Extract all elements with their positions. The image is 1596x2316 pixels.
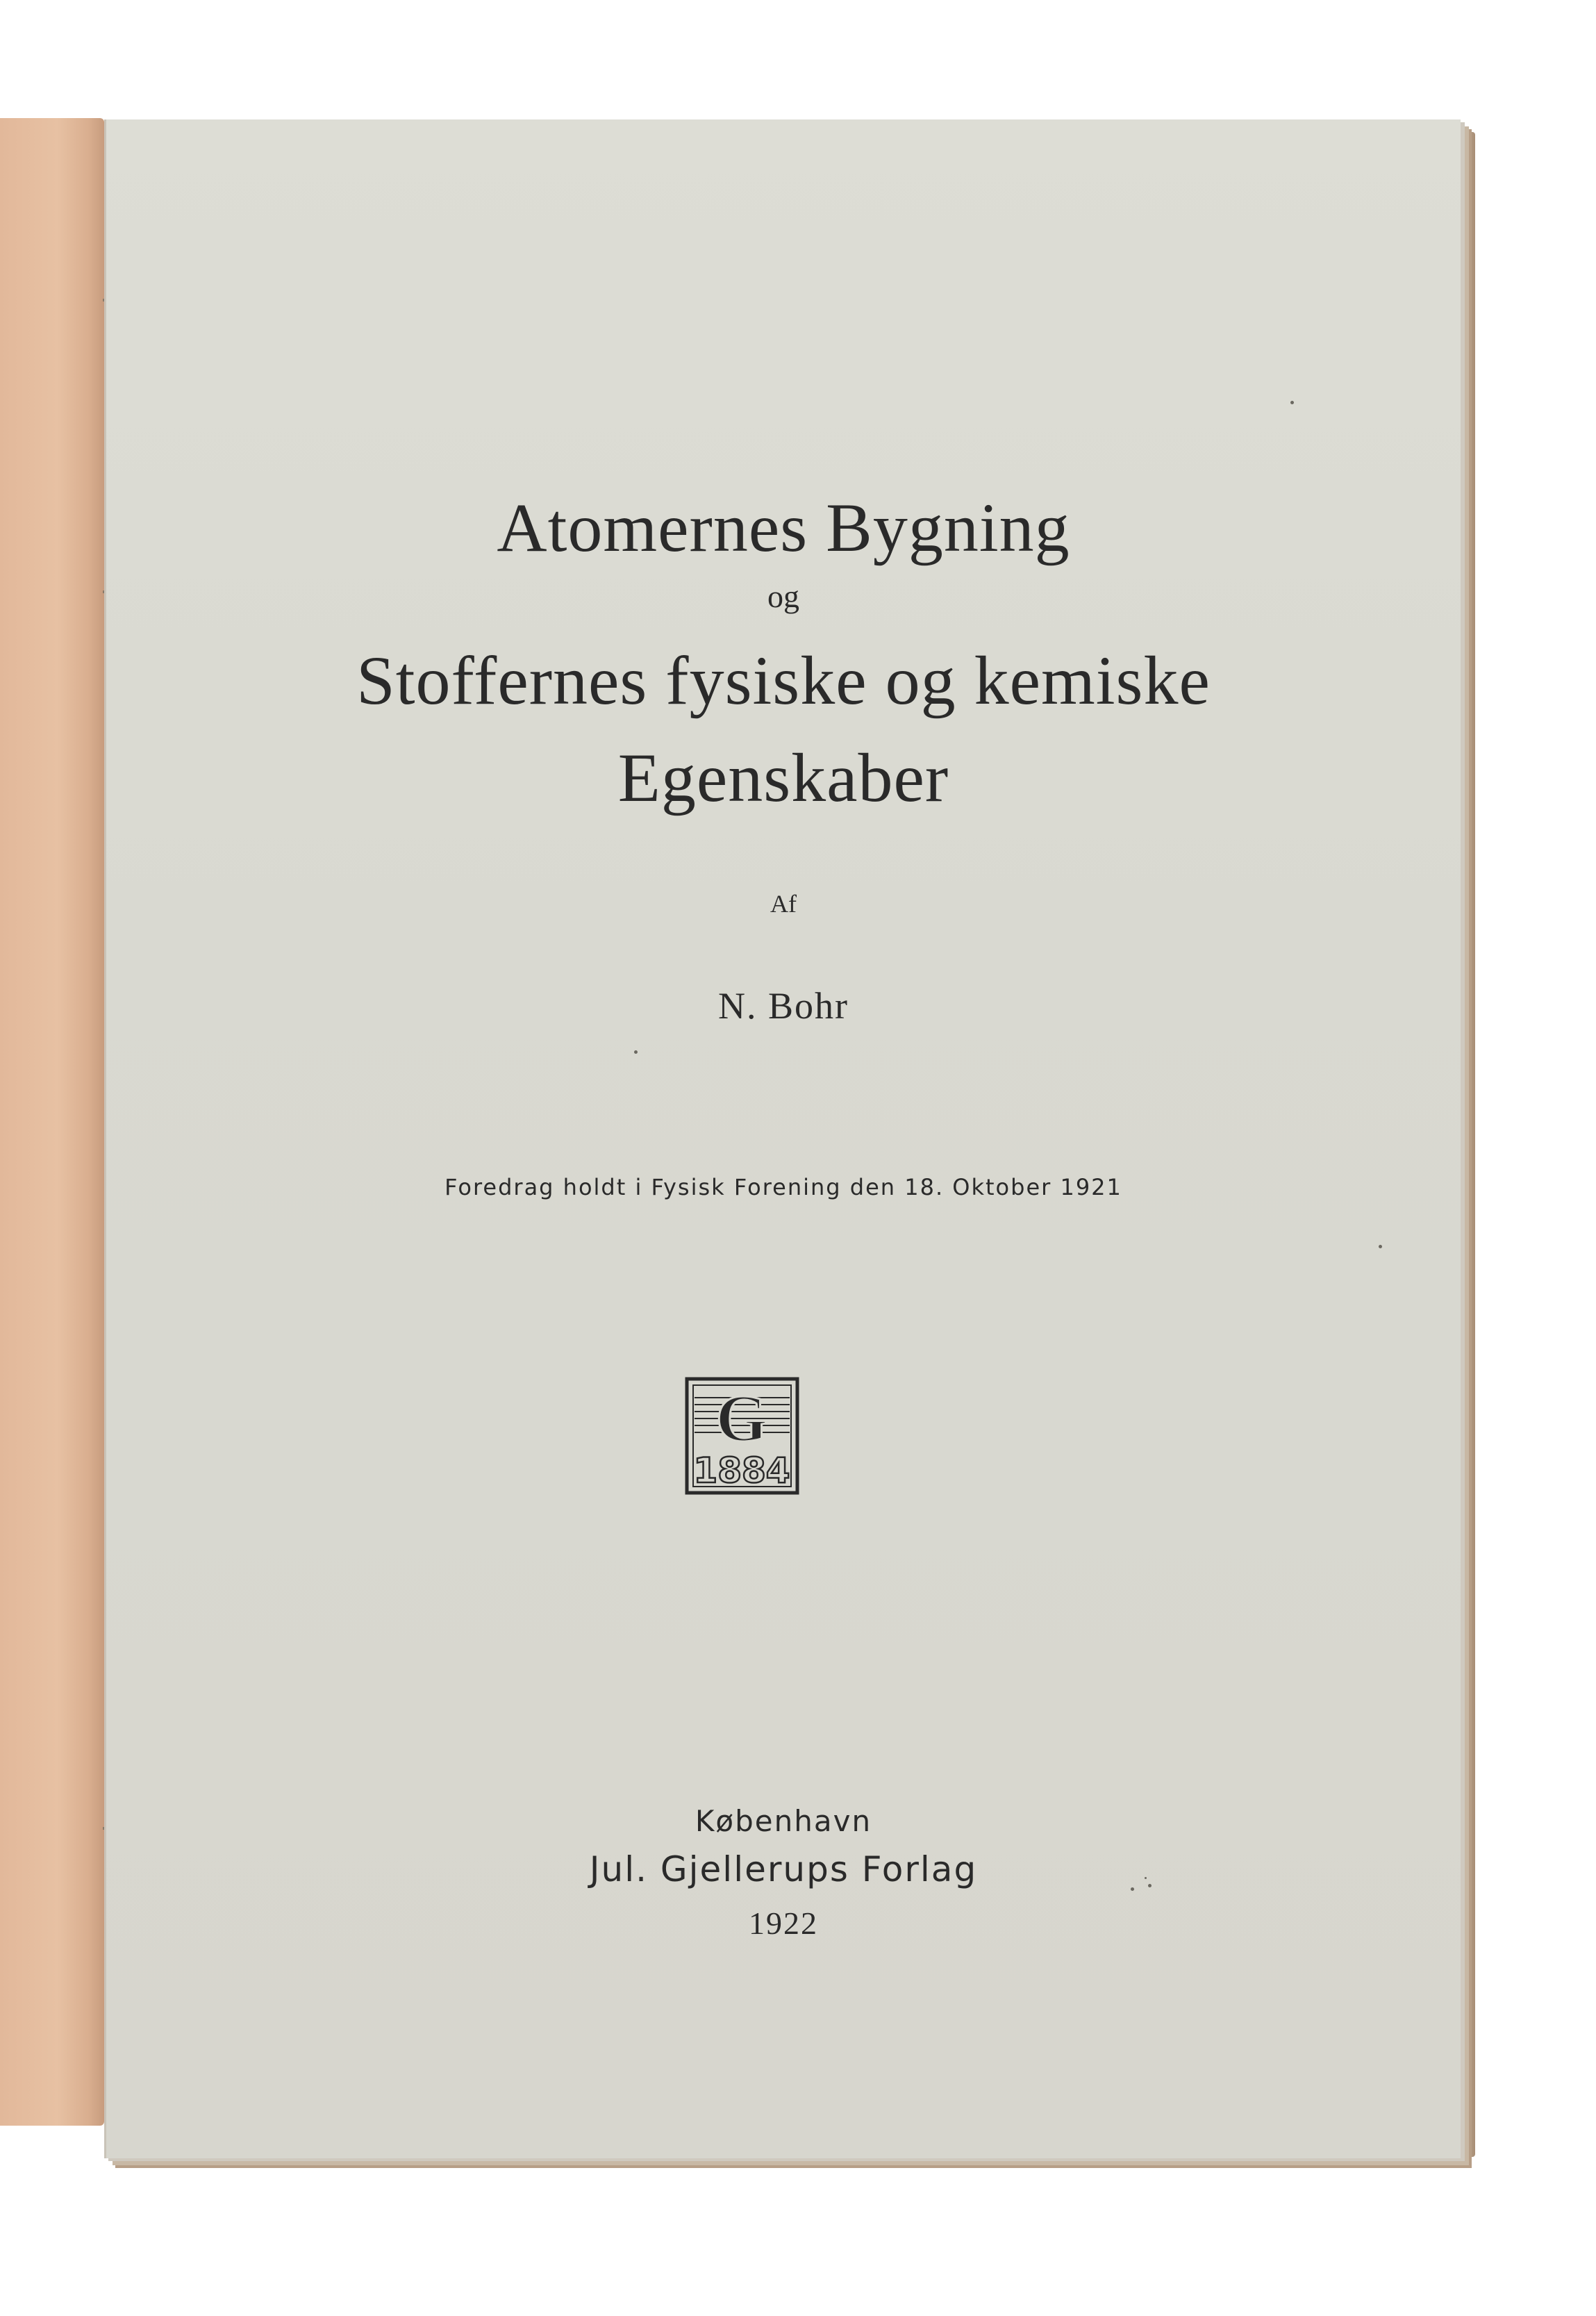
paper-speck bbox=[634, 1050, 638, 1054]
page-stack-edge bbox=[1458, 132, 1475, 2157]
paper-speck bbox=[1145, 1877, 1147, 1879]
publisher-name: Jul. Gjellerups Forlag bbox=[589, 1849, 978, 1889]
emblem-year: 1884 bbox=[693, 1450, 790, 1491]
left-cover-edge bbox=[0, 118, 104, 2126]
emblem-letter: G bbox=[715, 1381, 768, 1455]
lecture-subtitle: Foredrag holdt i Fysisk Forening den 18. Oktober 1921 bbox=[444, 1174, 1122, 1200]
title-line-2: Stoffernes fysiske og kemiske bbox=[356, 642, 1211, 719]
title-line-1: Atomernes Bygning bbox=[497, 489, 1070, 566]
title-page bbox=[104, 119, 1461, 2158]
paper-speck bbox=[1379, 1245, 1382, 1248]
title-line-3: Egenskaber bbox=[617, 739, 949, 816]
paper-speck bbox=[1290, 401, 1294, 404]
publication-place: København bbox=[695, 1804, 872, 1838]
author-name: N. Bohr bbox=[718, 985, 849, 1027]
paper-speck bbox=[1148, 1884, 1152, 1887]
paper-speck bbox=[1131, 1887, 1134, 1891]
title-conjunction: og bbox=[767, 579, 799, 614]
publisher-monogram-icon bbox=[685, 1377, 799, 1495]
by-label: Af bbox=[770, 890, 797, 918]
publication-year: 1922 bbox=[749, 1905, 818, 1941]
